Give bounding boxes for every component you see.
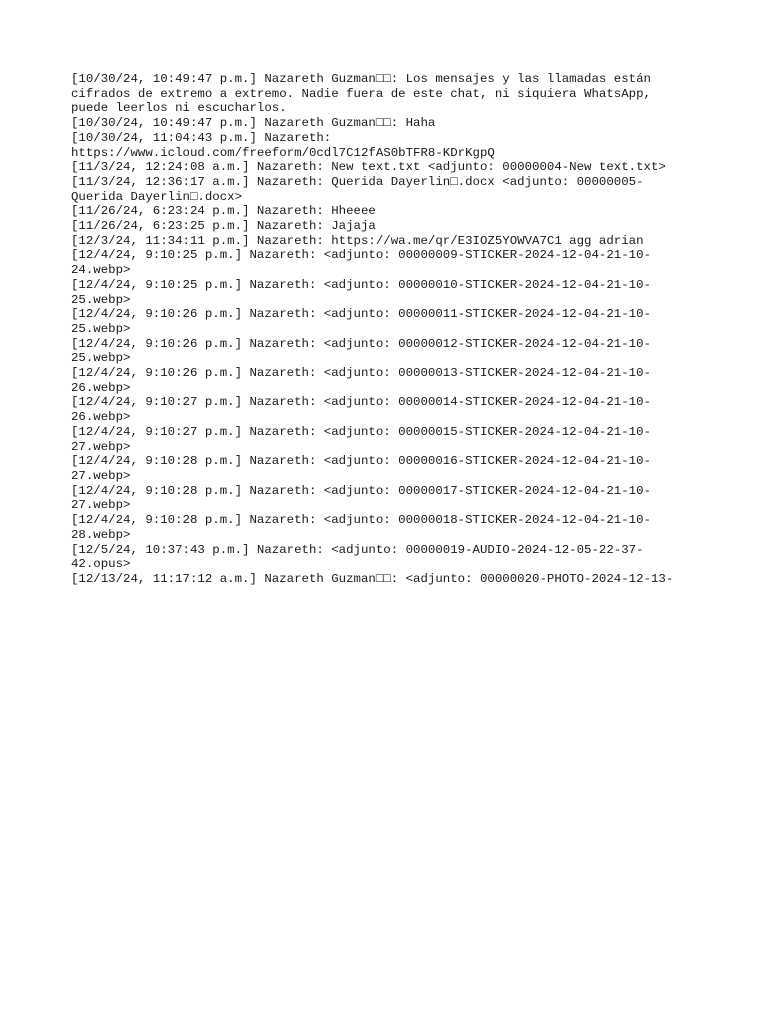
transcript-line: [12/4/24, 9:10:27 p.m.] Nazareth: <adjunto: 00000015-STICKER-2024-12-04-21-10- xyxy=(71,424,651,439)
transcript-line: https://www.icloud.com/freeform/0cdl7C12fAS0bTFR8-KDrKgpQ xyxy=(71,145,495,160)
transcript-line: cifrados de extremo a extremo. Nadie fuera de este chat, ni siquiera WhatsApp, xyxy=(71,86,651,101)
transcript-line: [12/4/24, 9:10:26 p.m.] Nazareth: <adjunto: 00000011-STICKER-2024-12-04-21-10- xyxy=(71,307,651,322)
transcript-line: [12/3/24, 11:34:11 p.m.] Nazareth: https://wa.me/qr/E3IOZ5YOWVA7C1 agg adrian xyxy=(71,233,644,248)
transcript-line: 25.webp> xyxy=(71,292,131,307)
transcript-line: 25.webp> xyxy=(71,351,131,366)
transcript-line: [12/4/24, 9:10:25 p.m.] Nazareth: <adjunto: 00000010-STICKER-2024-12-04-21-10- xyxy=(71,277,651,292)
transcript-line: [12/4/24, 9:10:28 p.m.] Nazareth: <adjunto: 00000018-STICKER-2024-12-04-21-10- xyxy=(71,513,651,528)
transcript-line: [10/30/24, 11:04:43 p.m.] Nazareth: xyxy=(71,130,332,145)
transcript-line: 27.webp> xyxy=(71,439,131,454)
chat-transcript xyxy=(71,72,691,587)
transcript-line: [12/4/24, 9:10:28 p.m.] Nazareth: <adjunto: 00000017-STICKER-2024-12-04-21-10- xyxy=(71,483,651,498)
transcript-line: [12/4/24, 9:10:26 p.m.] Nazareth: <adjunto: 00000013-STICKER-2024-12-04-21-10- xyxy=(71,366,651,381)
transcript-line: [12/4/24, 9:10:27 p.m.] Nazareth: <adjunto: 00000014-STICKER-2024-12-04-21-10- xyxy=(71,395,651,410)
transcript-line: puede leerlos ni escucharlos. xyxy=(71,101,287,116)
transcript-line: [11/3/24, 12:24:08 a.m.] Nazareth: New text.txt <adjunto: 00000004-New text.txt> xyxy=(71,160,666,175)
transcript-line: [11/26/24, 6:23:24 p.m.] Nazareth: Hheeee xyxy=(71,204,376,219)
transcript-line: 26.webp> xyxy=(71,380,131,395)
transcript-line: [12/4/24, 9:10:26 p.m.] Nazareth: <adjunto: 00000012-STICKER-2024-12-04-21-10- xyxy=(71,336,651,351)
transcript-line: [12/13/24, 11:17:12 a.m.] Nazareth Guzman□□: <adjunto: 00000020-PHOTO-2024-12-13- xyxy=(71,571,674,586)
transcript-line: [11/26/24, 6:23:25 p.m.] Nazareth: Jajaja xyxy=(71,219,376,234)
transcript-line: [10/30/24, 10:49:47 p.m.] Nazareth Guzman□□: Los mensajes y las llamadas están xyxy=(71,72,651,86)
transcript-line: [12/4/24, 9:10:28 p.m.] Nazareth: <adjunto: 00000016-STICKER-2024-12-04-21-10- xyxy=(71,454,651,469)
transcript-line: 24.webp> xyxy=(71,263,131,278)
transcript-line: Querida Dayerlin□.docx> xyxy=(71,189,243,204)
transcript-line: 25.webp> xyxy=(71,321,131,336)
transcript-line: 27.webp> xyxy=(71,498,131,513)
transcript-line: 27.webp> xyxy=(71,468,131,483)
transcript-line: [11/3/24, 12:36:17 a.m.] Nazareth: Querida Dayerlin□.docx <adjunto: 00000005- xyxy=(71,174,644,189)
transcript-line: 28.webp> xyxy=(71,527,131,542)
transcript-line: 42.opus> xyxy=(71,557,131,572)
transcript-line: [12/5/24, 10:37:43 p.m.] Nazareth: <adjunto: 00000019-AUDIO-2024-12-05-22-37- xyxy=(71,542,644,557)
transcript-line: 26.webp> xyxy=(71,410,131,425)
transcript-line: [10/30/24, 10:49:47 p.m.] Nazareth Guzman□□: Haha xyxy=(71,116,436,131)
transcript-line: [12/4/24, 9:10:25 p.m.] Nazareth: <adjunto: 00000009-STICKER-2024-12-04-21-10- xyxy=(71,248,651,263)
